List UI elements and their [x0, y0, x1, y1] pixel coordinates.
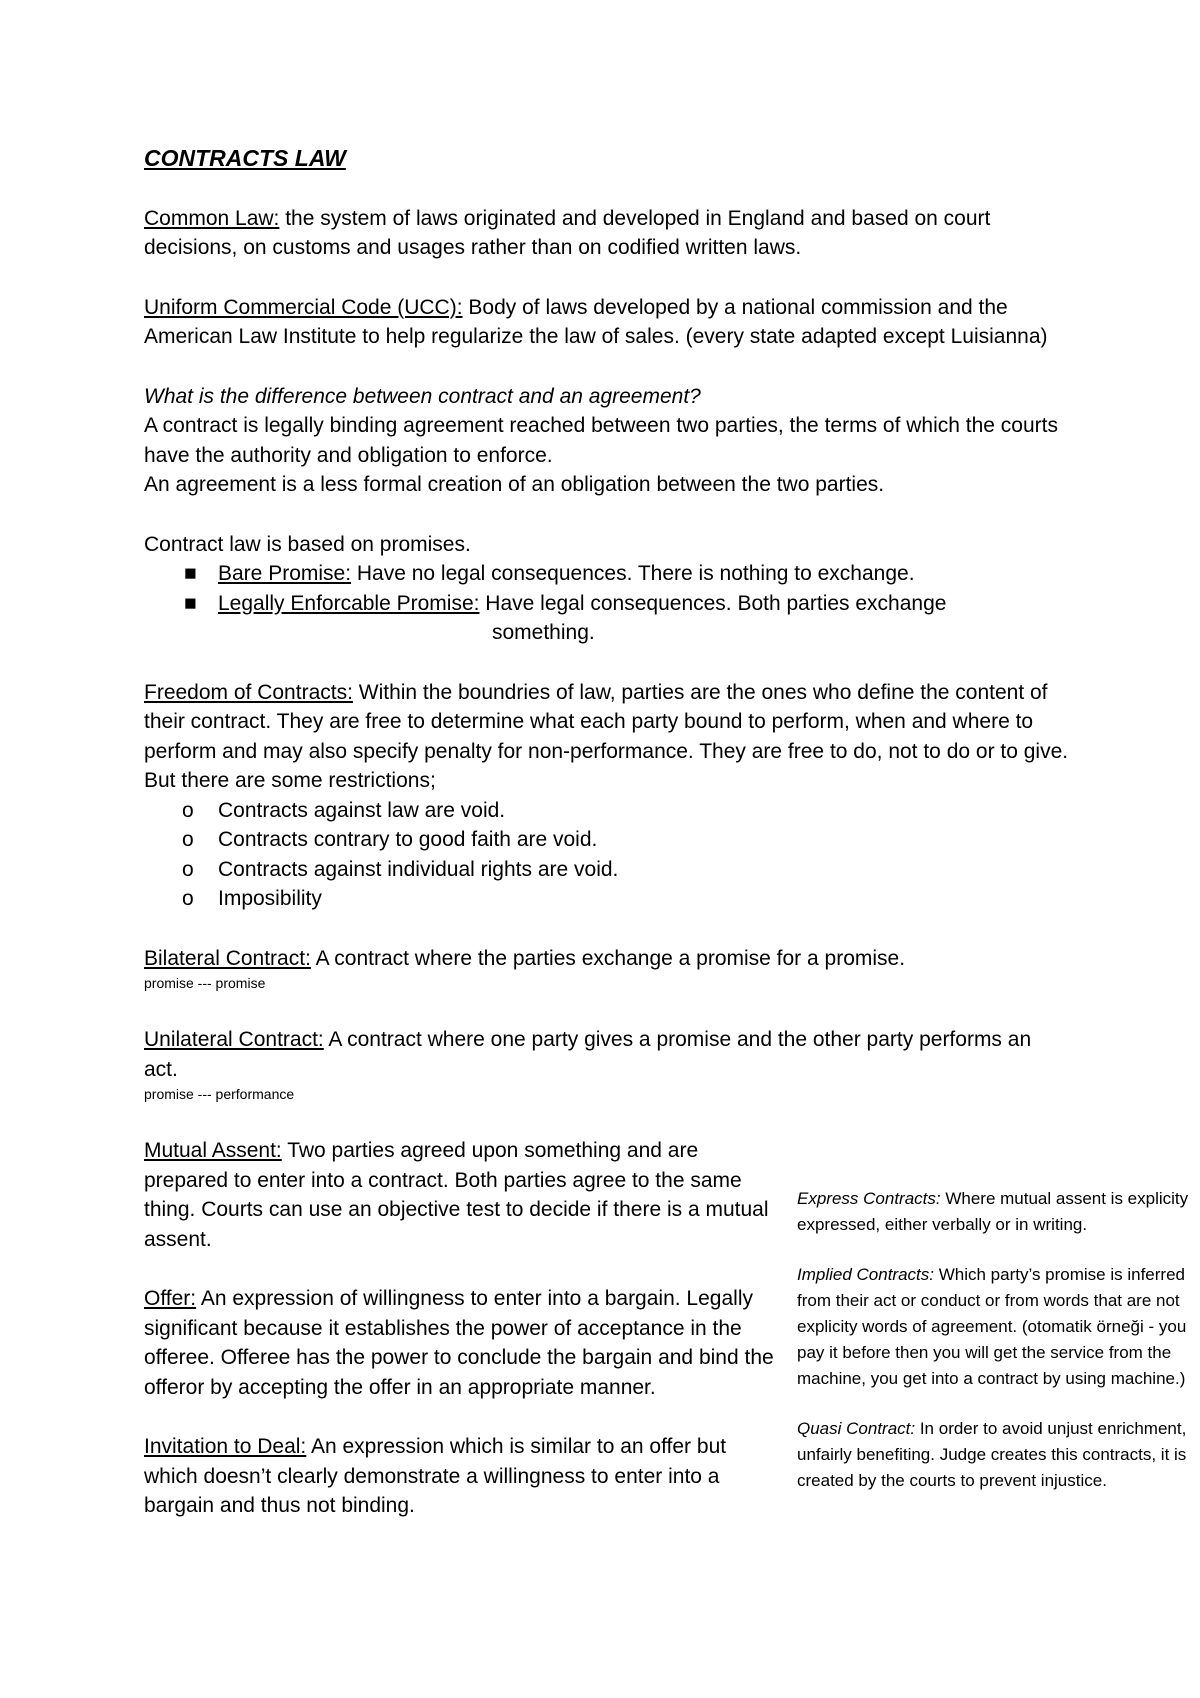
bare-promise-term: Bare Promise:	[218, 562, 352, 585]
common-law-paragraph	[144, 204, 1069, 263]
unilateral-section	[144, 1025, 1069, 1104]
offer-paragraph	[144, 1284, 784, 1402]
difference-question: What is the difference between contract and an agreement?	[144, 384, 701, 408]
invitation-term: Invitation to Deal:	[144, 1435, 307, 1458]
quasi-term: Quasi Contract:	[797, 1419, 916, 1438]
promises-intro: Contract law is based on promises.	[144, 532, 471, 556]
promises-section	[144, 530, 1069, 648]
express-text: Where mutual assent is explicity expressed, either verbally or in writing.	[797, 1189, 1189, 1234]
restrictions-list	[144, 796, 1069, 914]
mutual-assent-text: Two parties agreed upon something and are prepared to enter into a contract. Both parties agree to the same thing. Courts can use an objective test to decide if there is a mutual assent.	[144, 1139, 769, 1251]
circle-bullet-icon: o	[182, 857, 194, 881]
express-contracts-note	[797, 1186, 1197, 1238]
square-bullet-icon: ■	[184, 562, 197, 585]
freedom-text: Within the boundries of law, parties are the ones who define the content of their contract. They are free to determine what each party bound to perform, when and where to perform and may also specify penalty for non-performance. They are free to do, not to do or to give.	[144, 680, 1069, 763]
mutual-assent-term: Mutual Assent:	[144, 1139, 282, 1162]
restriction-text: Contracts against individual rights are void.	[218, 857, 619, 881]
common-law-text: the system of laws originated and developed in England and based on court decisions, on customs and usages rather than on codified written laws.	[144, 206, 991, 259]
bilateral-paragraph	[144, 944, 1069, 974]
bilateral-note: promise --- promise	[144, 975, 266, 991]
offer-text: An expression of willingness to enter into a bargain. Legally significant because it establishes the power of acceptance in the offeree. Offeree has the power to conclude the bargain and bind the offeror by accepting the offer in an appropriate manner.	[144, 1287, 774, 1399]
bilateral-text: A contract where the parties exchange a promise for a promise.	[310, 946, 906, 970]
circle-bullet-icon: o	[182, 828, 194, 851]
ucc-term: Uniform Commercial Code (UCC):	[144, 295, 463, 319]
list-item	[144, 855, 1069, 885]
document-title: CONTRACTS LAW	[144, 145, 346, 171]
unilateral-note: promise --- performance	[144, 1086, 295, 1102]
restrictions-intro: But there are some restrictions;	[144, 769, 436, 792]
invitation-paragraph	[144, 1432, 784, 1521]
bare-promise-text: Have no legal consequences. There is nothing to exchange.	[351, 562, 915, 585]
enforcable-promise-term: Legally Enforcable Promise:	[218, 591, 480, 615]
quasi-contract-note	[797, 1416, 1197, 1494]
list-item	[144, 589, 1069, 619]
restriction-text: Contracts contrary to good faith are void.	[218, 828, 598, 851]
enforcable-promise-text: Have legal consequences. Both parties exchange	[479, 591, 947, 615]
freedom-section	[144, 678, 1069, 914]
list-item	[144, 825, 1069, 855]
implied-term: Implied Contracts:	[797, 1265, 934, 1284]
implied-contracts-note	[797, 1262, 1197, 1392]
list-item	[144, 796, 1069, 826]
difference-line-1: A contract is legally binding agreement reached between two parties, the terms of which the courts have the authority and obligation to enforce.	[144, 414, 1058, 467]
ucc-paragraph	[144, 293, 1069, 352]
freedom-term: Freedom of Contracts:	[144, 680, 353, 704]
restriction-text: Imposibility	[218, 887, 322, 910]
difference-section	[144, 382, 1069, 500]
circle-bullet-icon: o	[182, 798, 194, 822]
quasi-text: In order to avoid unjust enrichment, unfairly benefiting. Judge creates this contracts, it is created by the courts to prevent injustice.	[797, 1419, 1187, 1490]
list-item	[144, 559, 1069, 589]
unilateral-text: A contract where one party gives a promise and the other party performs an act.	[144, 1028, 1032, 1081]
express-term: Express Contracts:	[797, 1189, 941, 1208]
implied-text: Which party’s promise is inferred from their act or conduct or from words that are not explicity words of agreement. (otomatik örneği - you pay it before then you will get the service from the machine, you get into a contract by using machine.)	[797, 1265, 1187, 1388]
bilateral-term: Bilateral Contract:	[144, 946, 311, 970]
square-bullet-icon: ■	[184, 591, 197, 615]
offer-term: Offer:	[144, 1287, 197, 1310]
restriction-text: Contracts against law are void.	[218, 798, 506, 822]
circle-bullet-icon: o	[182, 887, 194, 910]
difference-line-2: An agreement is a less formal creation of an obligation between the two parties.	[144, 473, 885, 496]
unilateral-paragraph	[144, 1025, 1069, 1084]
side-notes	[797, 1186, 1197, 1518]
mutual-assent-paragraph	[144, 1136, 784, 1254]
unilateral-term: Unilateral Contract:	[144, 1028, 324, 1051]
bilateral-section	[144, 944, 1069, 994]
invitation-text: An expression which is similar to an offer but which doesn’t clearly demonstrate a willingness to enter into a bargain and thus not binding.	[144, 1435, 727, 1517]
promises-list	[144, 559, 1069, 618]
freedom-paragraph	[144, 678, 1069, 767]
ucc-text: Body of laws developed by a national commission and the American Law Institute to help regularize the law of sales. (every state adapted except Luisianna)	[144, 295, 1048, 348]
list-item	[144, 884, 1069, 914]
common-law-term: Common Law:	[144, 206, 280, 230]
enforcable-promise-continuation: something.	[492, 621, 595, 644]
